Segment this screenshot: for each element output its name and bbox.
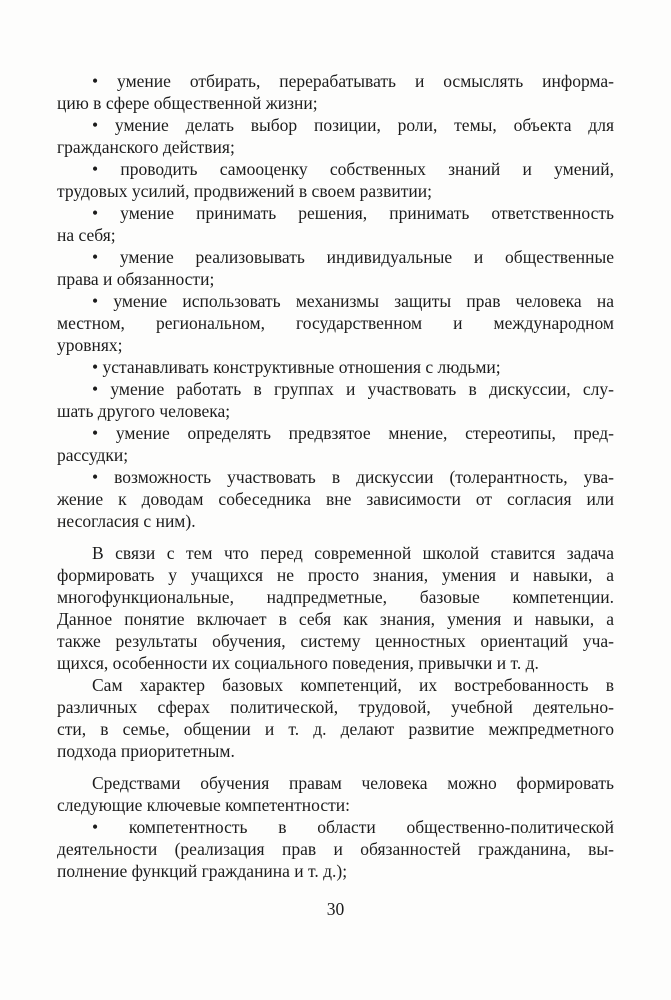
text-line: • проводить самооценку собственных знаний и умений, — [92, 159, 614, 179]
text-line: В связи с тем что перед современной школой ставится задача — [92, 543, 614, 563]
text-line: местном, региональном, государственном и международном — [57, 313, 614, 333]
page-number: 30 — [326, 899, 345, 919]
text-line: полнение функций гражданина и т. д.); — [57, 861, 348, 881]
text-line: рассудки; — [57, 445, 129, 465]
page-text — [57, 70, 614, 882]
text-line: Сам характер базовых компетенций, их востребованность в — [92, 675, 614, 695]
text-line: различных сферах политической, трудовой, учебной деятельно- — [57, 697, 614, 717]
paragraph — [57, 542, 614, 674]
text-line: деятельности (реализация прав и обязанностей гражданина, вы- — [57, 839, 614, 859]
text-line: права и обязанности; — [57, 269, 215, 289]
text-line: жение к доводам собеседника вне зависимости от согласия или — [57, 489, 614, 509]
text-line: следующие ключевые компетентности: — [57, 795, 350, 815]
text-line: • возможность участвовать в дискуссии (толерантность, ува- — [92, 467, 614, 487]
text-line: • умение делать выбор позиции, роли, темы, объекта для — [92, 115, 614, 135]
bullet-item — [57, 290, 614, 356]
text-line: гражданского действия; — [57, 137, 235, 157]
bullet-item — [57, 356, 614, 378]
text-line: щихся, особенности их социального поведения, привычки и т. д. — [57, 653, 539, 673]
bullet-item — [57, 816, 614, 882]
text-line: трудовых усилий, продвижений в своем развитии; — [57, 181, 432, 201]
text-line: Средствами обучения правам человека можно формировать — [92, 773, 614, 793]
text-line: формировать у учащихся не просто знания, умения и навыки, а — [57, 565, 614, 585]
text-line: • умение отбирать, перерабатывать и осмыслять информа- — [92, 71, 614, 91]
paragraph — [57, 772, 614, 816]
text-line: цию в сфере общественной жизни; — [57, 93, 318, 113]
bullet-item — [57, 70, 614, 114]
text-line: • устанавливать конструктивные отношения с людьми; — [92, 357, 501, 377]
text-line: • умение принимать решения, принимать ответственность — [92, 203, 614, 223]
text-line: • умение реализовывать индивидуальные и общественные — [92, 247, 614, 267]
text-line: на себя; — [57, 225, 116, 245]
page-footer — [57, 898, 614, 920]
bullet-item — [57, 202, 614, 246]
text-line: шать другого человека; — [57, 401, 231, 421]
bullet-item — [57, 378, 614, 422]
text-line: • компетентность в области общественно-политической — [92, 817, 614, 837]
text-line: уровнях; — [57, 335, 123, 355]
text-line: • умение работать в группах и участвовать в дискуссии, слу- — [92, 379, 614, 399]
bullet-item — [57, 246, 614, 290]
paragraph — [57, 674, 614, 762]
bullet-item — [57, 466, 614, 532]
text-line: также результаты обучения, систему ценностных ориентаций уча- — [57, 631, 614, 651]
text-line: Данное понятие включает в себя как знания, умения и навыки, а — [57, 609, 614, 629]
text-line: • умение определять предвзятое мнение, стереотипы, пред- — [92, 423, 614, 443]
text-line: • умение использовать механизмы защиты прав человека на — [92, 291, 614, 311]
bullet-item — [57, 158, 614, 202]
text-line: сти, в семье, общении и т. д. делают развитие межпредметного — [57, 719, 614, 739]
bullet-item — [57, 114, 614, 158]
bullet-item — [57, 422, 614, 466]
text-line: подхода приоритетным. — [57, 741, 235, 761]
text-line: несогласия с ним). — [57, 511, 196, 531]
text-line: многофункциональные, надпредметные, базовые компетенции. — [57, 587, 614, 607]
